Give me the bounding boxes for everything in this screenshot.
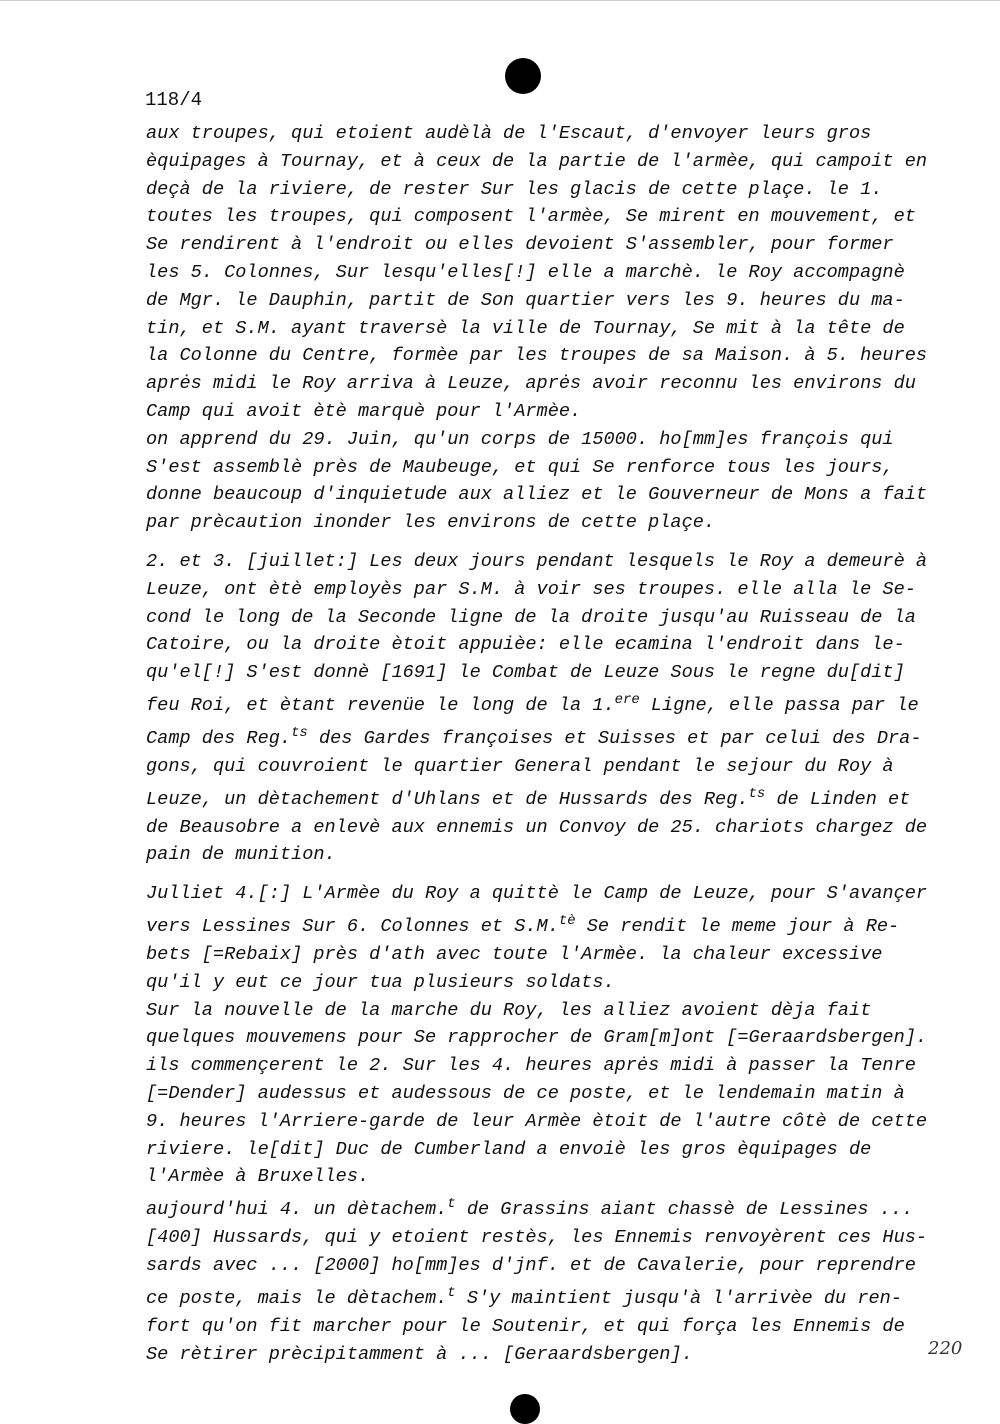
text-line: aujourd'hui 4. un dètachem.$^t$ de Grassins aiant chassè de Lessines ... (146, 1196, 914, 1221)
text-line: riviere. le[dit] Duc de Cumberland a envoiè les gros èquipages de (146, 1138, 872, 1160)
text-line: deçà de la riviere, de rester Sur les glacis de cette plaçe. le 1. (146, 178, 883, 200)
text-line: Se rètirer prècipitamment à ... [Geraardsbergen]. (146, 1343, 693, 1365)
text-line: aux troupes, qui etoient audèlà de l'Escaut, d'envoyer leurs gros (146, 123, 872, 144)
text-line: les 5. Colonnes, Sur lesqu'elles[!] elle a marchè. le Roy accompagnè (146, 261, 905, 283)
text-line: Se rendirent à l'endroit ou elles devoient S'assembler, pour former (146, 234, 894, 256)
body-text (146, 120, 928, 1368)
text-line: Leuze, un dètachement d'Uhlans et de Hussards des Reg.$^{ts}$ de Linden et (146, 785, 911, 810)
top-edge-line (0, 0, 1000, 1)
punch-hole-top (505, 58, 541, 94)
punch-hole-bottom (510, 1394, 540, 1424)
handwritten-page-note: 220 (928, 1338, 963, 1359)
text-line: Leuze, ont ètè employès par S.M. à voir ses troupes. elle alla le Se- (146, 578, 916, 600)
page-number: 118/4 (145, 89, 203, 111)
text-line: qu'il y eut ce jour tua plusieurs soldats. (146, 971, 615, 993)
text-line: Sur la nouvelle de la marche du Roy, les alliez avoient dèja fait (146, 999, 872, 1021)
text-line: bets [=Rebaix] près d'ath avec toute l'Armèe. la chaleur excessive (146, 944, 883, 966)
text-line: èquipages à Tournay, et à ceux de la partie de l'armèe, qui campoit en (146, 150, 928, 172)
text-line: S'est assemblè près de Maubeuge, et qui Se renforce tous les jours, (146, 456, 894, 478)
text-line: de Beausobre a enlevè aux ennemis un Convoy de 25. chariots chargez de (146, 816, 928, 838)
text-line: quelques mouvemens pour Se rapprocher de Gram[m]ont [=Geraardsbergen]. (146, 1027, 928, 1049)
paragraph-1 (146, 120, 928, 537)
text-line: tin, et S.M. ayant traversè la ville de Tournay, Se mit à la tête de (146, 317, 905, 339)
text-line: [=Dender] audessus et audessous de ce poste, et le lendemain matin à (146, 1083, 905, 1105)
text-line: donne beaucoup d'inquietude aux alliez et le Gouverneur de Mons a fait (146, 484, 928, 506)
text-line: Julliet 4.[:] L'Armèe du Roy a quittè le Camp de Leuze, pour S'avançer (146, 883, 928, 905)
paragraph-2 (146, 548, 928, 869)
text-line: 9. heures l'Arriere-garde de leur Armèe ètoit de l'autre côtè de cette (146, 1110, 928, 1132)
text-line: pain de munition. (146, 844, 336, 866)
text-line: Catoire, ou la droite ètoit appuièe: elle ecamina l'endroit dans le- (146, 634, 905, 656)
text-line: gons, qui couvroient le quartier General pendant le sejour du Roy à (146, 755, 894, 777)
text-line: Camp des Reg.$^{ts}$ des Gardes françoises et Suisses et par celui des Dra- (146, 724, 922, 750)
text-line: l'Armèe à Bruxelles. (146, 1166, 370, 1188)
text-line: on apprend du 29. Juin, qu'un corps de 15000. ho[mm]es françois qui (146, 428, 894, 450)
text-line: de Mgr. le Dauphin, partit de Son quartier vers les 9. heures du ma- (146, 289, 905, 311)
text-line: Camp qui avoit ètè marquè pour l'Armèe. (146, 400, 582, 422)
text-line: par prècaution inonder les environs de cette plaçe. (146, 512, 716, 534)
text-line: ce poste, mais le dètachem.$^t$ S'y maintient jusqu'à l'arrivèe du ren- (146, 1284, 902, 1309)
text-line: sards avec ... [2000] ho[mm]es d'jnf. et de Cavalerie, pour reprendre (146, 1255, 916, 1277)
text-line: 2. et 3. [juillet:] Les deux jours pendant lesquels le Roy a demeurè à (146, 550, 928, 572)
text-line: vers Lessines Sur 6. Colonnes et S.M.$^{tè}$ Se rendit le meme jour à Re- (146, 913, 900, 938)
text-line: ils commençerent le 2. Sur les 4. heures aprės midi à passer la Tenre (146, 1055, 916, 1077)
text-line: aprės midi le Roy arriva à Leuze, aprės avoir reconnu les environs du (146, 373, 916, 395)
text-line: feu Roi, et ètant revenüe le long de la 1.$^{ere}$ Ligne, elle passa par le (146, 691, 919, 717)
text-line: qu'el[!] S'est donnè [1691] le Combat de Leuze Sous le regne du[dit] (146, 662, 905, 684)
text-line: cond le long de la Seconde ligne de la droite jusqu'au Ruisseau de la (146, 606, 916, 628)
text-line: toutes les troupes, qui composent l'armèe, Se mirent en mouvement, et (146, 206, 916, 228)
text-line: fort qu'on fit marcher pour le Soutenir, et qui força les Ennemis de (146, 1315, 905, 1337)
paragraph-3 (146, 880, 928, 1368)
text-line: la Colonne du Centre, formèe par les troupes de sa Maison. à 5. heures (146, 345, 928, 367)
text-line: [400] Hussards, qui y etoient restès, les Ennemis renvoyèrent ces Hus- (146, 1227, 928, 1249)
